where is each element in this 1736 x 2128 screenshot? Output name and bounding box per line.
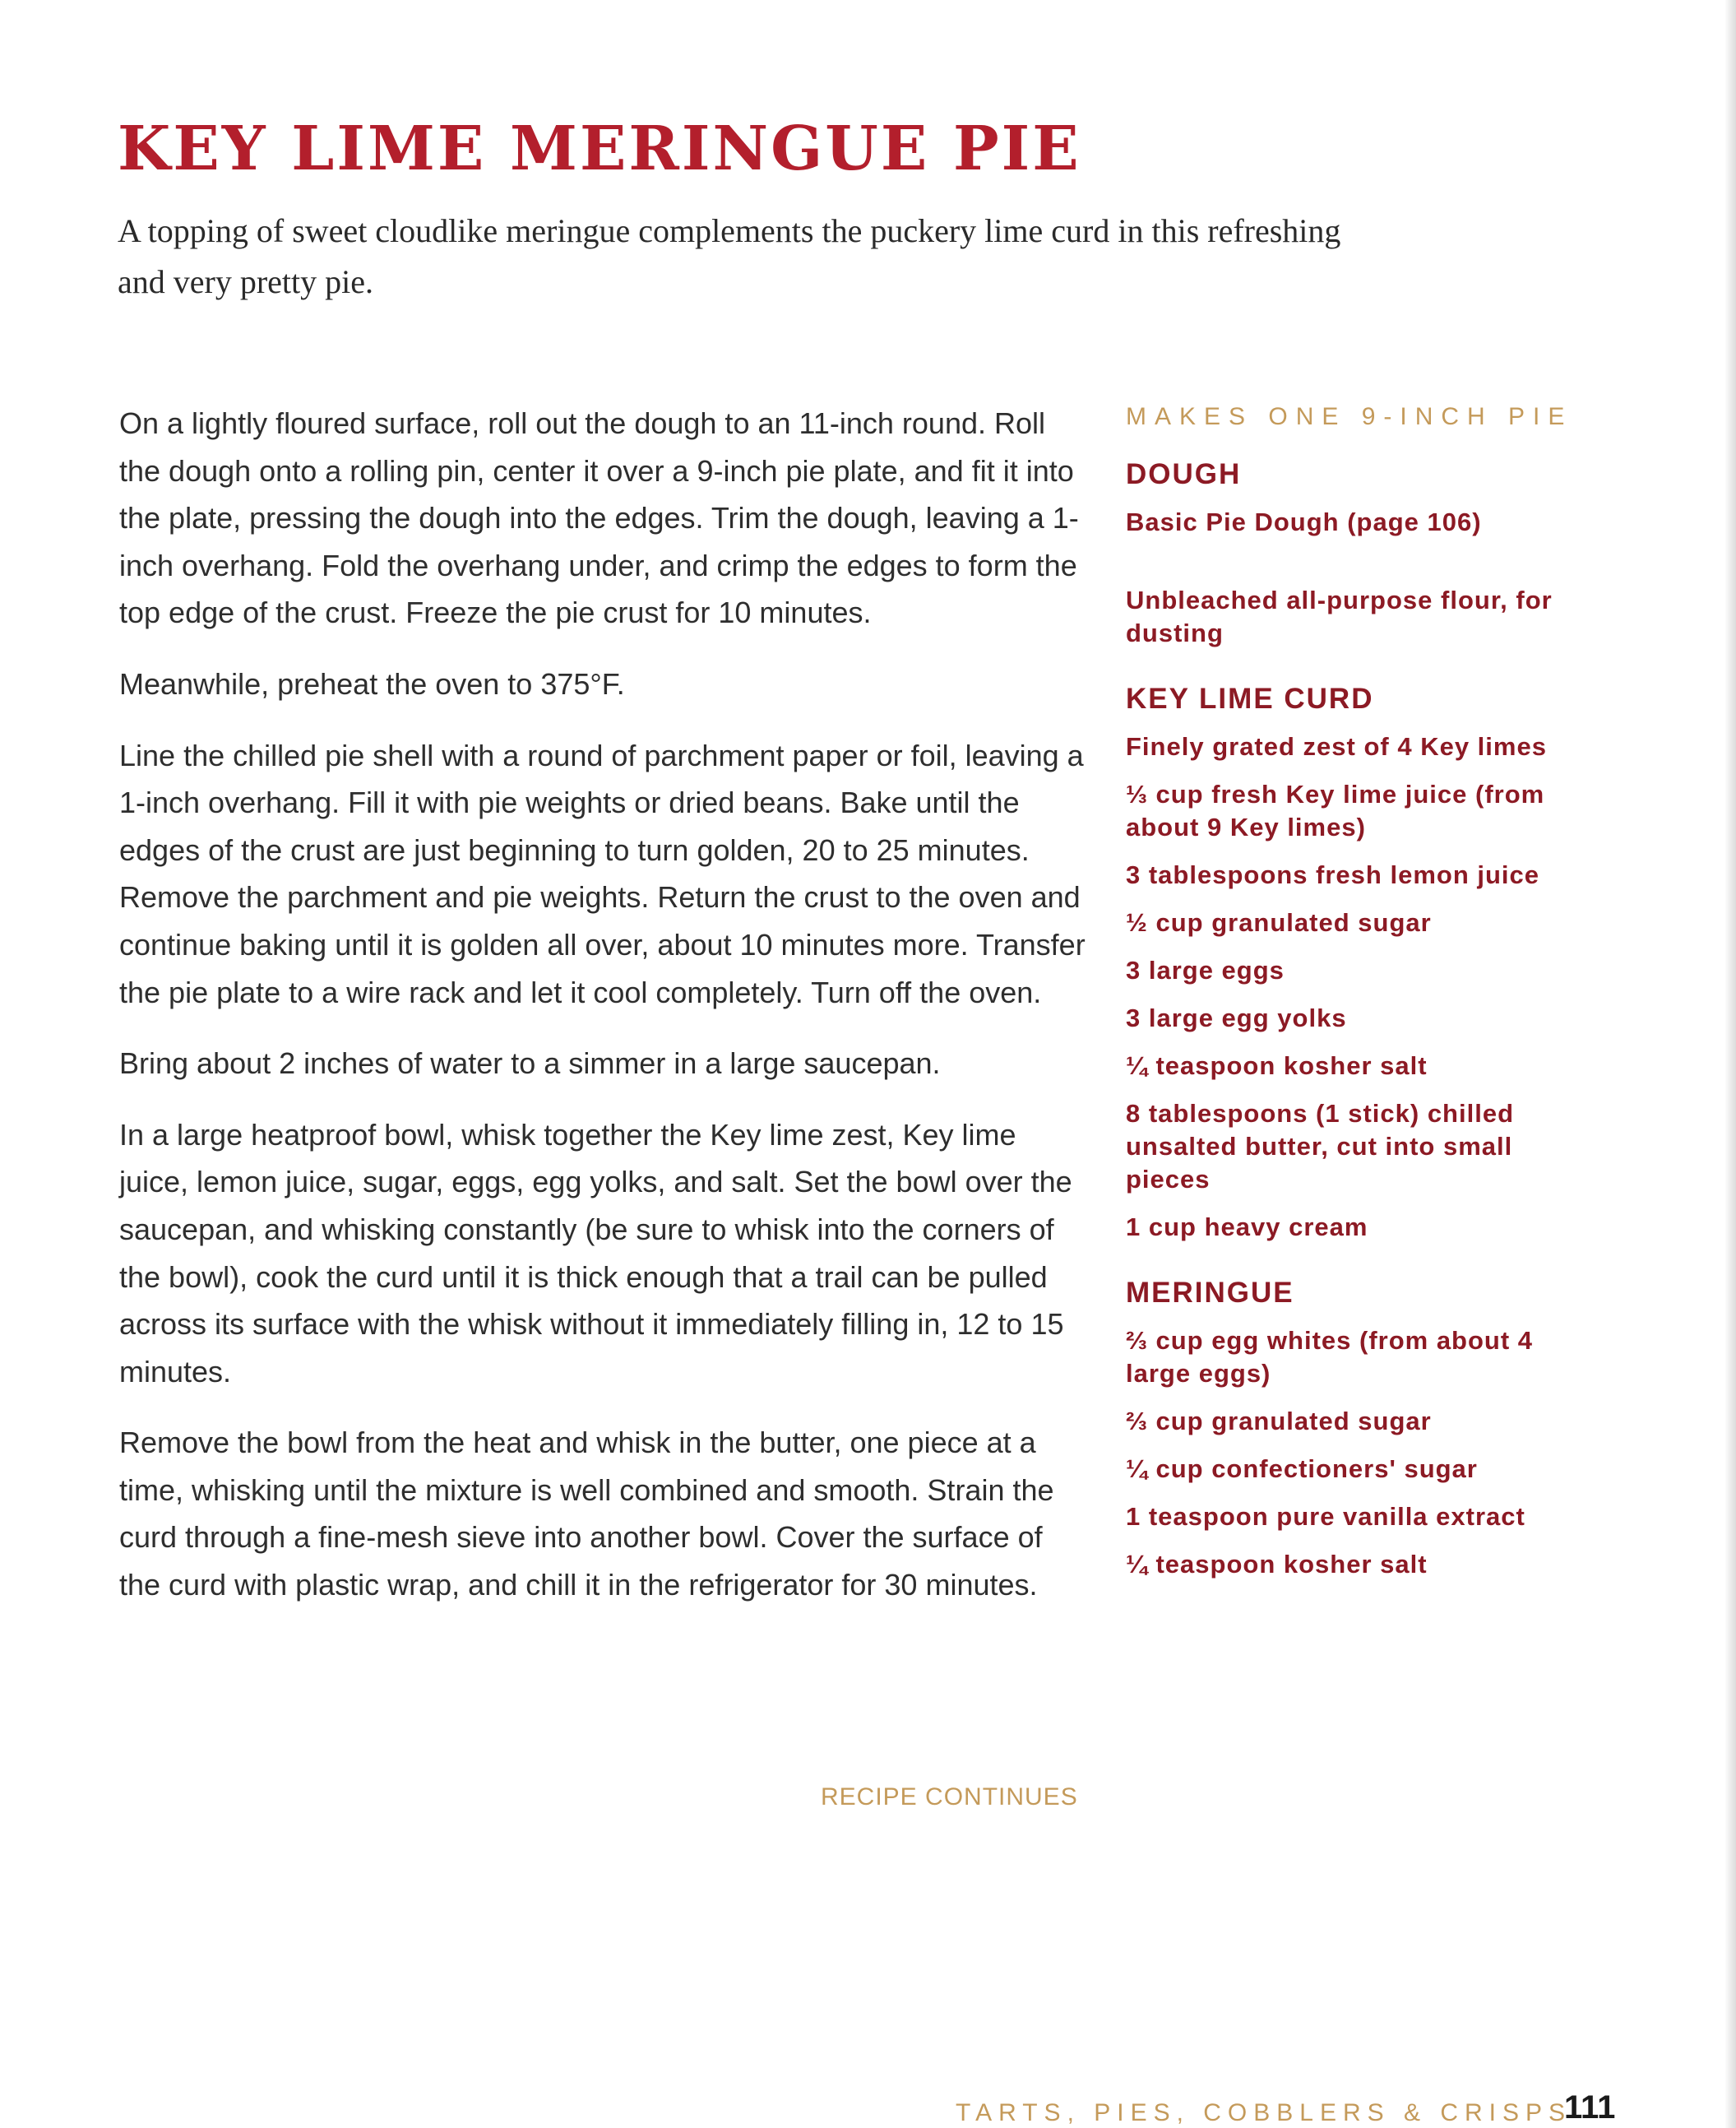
ingredient-item: ⅓ cup fresh Key lime juice (from about 9 Key limes) — [1126, 780, 1545, 841]
ingredient-item: ¼ teaspoon kosher salt — [1126, 1550, 1428, 1579]
ingredient-item: Finely grated zest of 4 Key limes — [1126, 732, 1547, 761]
ingredient-item: Basic Pie Dough (page 106) — [1126, 508, 1482, 536]
ingredient-item: ⅔ cup granulated sugar — [1126, 1407, 1432, 1435]
ingredient-item: 8 tablespoons (1 stick) chilled unsalted butter, cut into small pieces — [1126, 1099, 1515, 1194]
ingredient-item: ⅔ cup egg whites (from about 4 large eggs) — [1126, 1326, 1534, 1388]
section-heading-curd: KEY LIME CURD — [1126, 683, 1374, 715]
method-step: In a large heatproof bowl, whisk together the Key lime zest, Key lime juice, lemon juice, sugar, eggs, egg yolks, and salt. Set the bowl over the saucepan, and whisking constantly (be sure to whisk into the corners of the bowl), cook the curd until it is thick enough that a trail can be pulled across its surface with the whisk without it immediately filling in, 12 to 15 minutes. — [119, 1117, 1072, 1389]
recipe-yield: MAKES ONE 9-INCH PIE — [1126, 403, 1573, 430]
page-number: 111 — [1564, 2089, 1616, 2126]
method-column — [119, 400, 1090, 1633]
method-step: Line the chilled pie shell with a round of parchment paper or foil, leaving a 1-inch overhang. Fill it with pie weights or dried beans. Bake until the edges of the crust are just beginning to turn golden, 20 to 25 minutes. Remove the parchment and pie weights. Return the crust to the oven and continue baking until it is golden all over, about 10 minutes more. Transfer the pie plate to a wire rack and let it cool completely. Turn off the oven. — [119, 738, 1086, 1009]
ingredient-item: 3 tablespoons fresh lemon juice — [1126, 860, 1540, 889]
recipe-continues-label: RECIPE CONTINUES — [821, 1783, 1078, 1810]
ingredient-item: Unbleached all-purpose flour, for dusting — [1126, 586, 1553, 647]
ingredient-list-dough — [1126, 506, 1586, 650]
recipe-title: KEY LIME MERINGUE PIE — [118, 114, 1081, 184]
method-step: Meanwhile, preheat the oven to 375°F. — [119, 666, 625, 701]
section-heading-meringue: MERINGUE — [1126, 1277, 1294, 1309]
ingredients-sidebar — [1126, 403, 1586, 1596]
footer-section-title: TARTS, PIES, COBBLERS & CRISPS — [956, 2099, 1572, 2126]
ingredient-item: 1 teaspoon pure vanilla extract — [1126, 1502, 1525, 1531]
recipe-intro: A topping of sweet cloudlike meringue complements the puckery lime curd in this refreshing and very pretty pie. — [118, 212, 1341, 300]
page-edge-shadow — [1724, 0, 1736, 2128]
method-step: On a lightly floured surface, roll out the dough to an 11-inch round. Roll the dough onto a rolling pin, center it over a 9-inch pie plate, and fit it into the plate, pressing the dough into the edges. Trim the dough, leaving a 1-inch overhang. Fold the overhang under, and crimp the edges to form the top edge of the crust. Freeze the pie crust for 10 minutes. — [119, 406, 1079, 630]
ingredient-list-curd — [1126, 730, 1586, 1244]
ingredient-list-meringue — [1126, 1324, 1586, 1581]
ingredient-item: 1 cup heavy cream — [1126, 1212, 1368, 1241]
ingredient-item: 3 large egg yolks — [1126, 1004, 1347, 1032]
section-heading-dough: DOUGH — [1126, 458, 1242, 490]
ingredient-item: ¼ cup confectioners' sugar — [1126, 1454, 1478, 1483]
ingredient-item: 3 large eggs — [1126, 956, 1285, 985]
ingredient-item: ¼ teaspoon kosher salt — [1126, 1051, 1428, 1080]
ingredient-item: ½ cup granulated sugar — [1126, 908, 1432, 937]
method-step: Bring about 2 inches of water to a simmer in a large saucepan. — [119, 1046, 941, 1081]
method-step: Remove the bowl from the heat and whisk in the butter, one piece at a time, whisking until the mixture is well combined and smooth. Strain the curd through a fine-mesh sieve into another bowl. Cover the surface of the curd with plastic wrap, and chill it in the refrigerator for 30 minutes. — [119, 1426, 1054, 1602]
